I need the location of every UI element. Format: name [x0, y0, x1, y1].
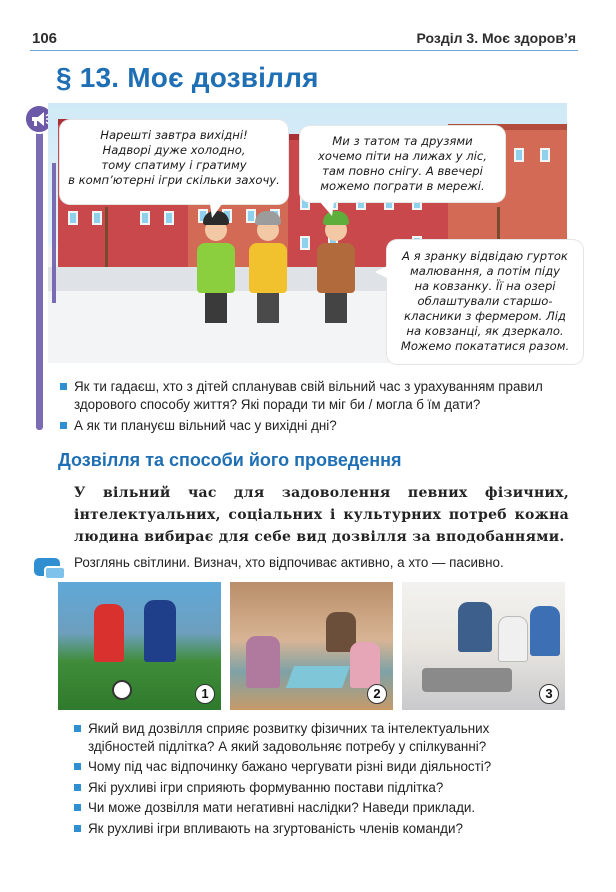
lesson-title: § 13. Моє дозвілля [56, 62, 319, 93]
list-item: Чи може дозвілля мати негативні наслідки? Наведи приклади. [88, 799, 558, 817]
definition-paragraph: У вільний час для задоволення певних фізичних, інтелектуальних, соціальних і культурних потреб кожна людина вибирає для себе вид дозвілля за вподобаннями. [74, 485, 569, 545]
person-figure [498, 616, 528, 662]
bare-tree [96, 197, 116, 267]
football-ball [112, 680, 132, 700]
task-prompt: Розглянь світлини. Визнач, хто відпочиває активно, а хто — пасивно. [74, 555, 504, 570]
page-number: 106 [32, 30, 58, 47]
person-figure [458, 602, 492, 652]
street-lamp [52, 163, 56, 303]
game-board [286, 666, 350, 688]
robotics-photo [402, 582, 565, 710]
list-item: Який вид дозвілля сприяє розвитку фізичних та інтелектуальних здібностей підлітка? А який задовольняє потребу у спілкуванні? [88, 720, 558, 755]
photo-number: 1 [195, 684, 215, 704]
speech-bubble-right: А я зранку відвідаю гурток малювання, а потім піду на ковзанку. Її на озері облаштували старшо- класники з фермером. Лід на ковзанці, як дзеркало. Можемо покататися разом. [387, 240, 583, 364]
list-item: Як ти гадаєш, хто з дітей спланував свій вільний час з урахуванням правил здорового способу життя? Які поради ти міг би / могла б їм дати? [74, 378, 574, 413]
list-item: Які рухливі ігри сприяють формуванню постави підлітка? [88, 779, 558, 797]
boy-yellow-coat [248, 219, 288, 323]
photo-questions [88, 720, 558, 840]
list-item: Чому під час відпочинку бажано чергувати різні види діяльності? [88, 758, 558, 776]
player-blue [144, 600, 176, 662]
chat-icon [44, 566, 66, 580]
football-photo [58, 582, 221, 710]
girl-green-coat [196, 219, 236, 323]
intro-questions [74, 378, 574, 439]
speech-bubble-left: Нарешті завтра вихідні! Надворі дуже холодно, тому спатиму і гратиму в комп’ютерні ігри скільки захочу. [60, 120, 288, 204]
player-figure [246, 636, 280, 688]
player-figure [350, 642, 380, 688]
photo-number: 3 [539, 684, 559, 704]
photo-number: 2 [367, 684, 387, 704]
robot-kit [422, 668, 512, 692]
list-item: Як рухливі ігри впливають на згуртованість членів команди? [88, 820, 558, 838]
header-rule [30, 50, 578, 51]
player-red [94, 604, 124, 662]
running-title: Розділ 3. Моє здоров’я [416, 30, 576, 46]
speech-bubble-middle: Ми з татом та друзями хочемо піти на лижах у ліс, там повно снігу. А ввечері можемо пограти в мережі. [300, 126, 505, 202]
board-game-photo [230, 582, 393, 710]
person-figure [530, 606, 560, 656]
sidebar-accent [36, 112, 43, 430]
girl-brown-coat [316, 219, 356, 323]
list-item: А як ти плануєш вільний час у вихідні дні? [74, 417, 574, 435]
section-heading: Дозвілля та способи його проведення [58, 450, 402, 470]
